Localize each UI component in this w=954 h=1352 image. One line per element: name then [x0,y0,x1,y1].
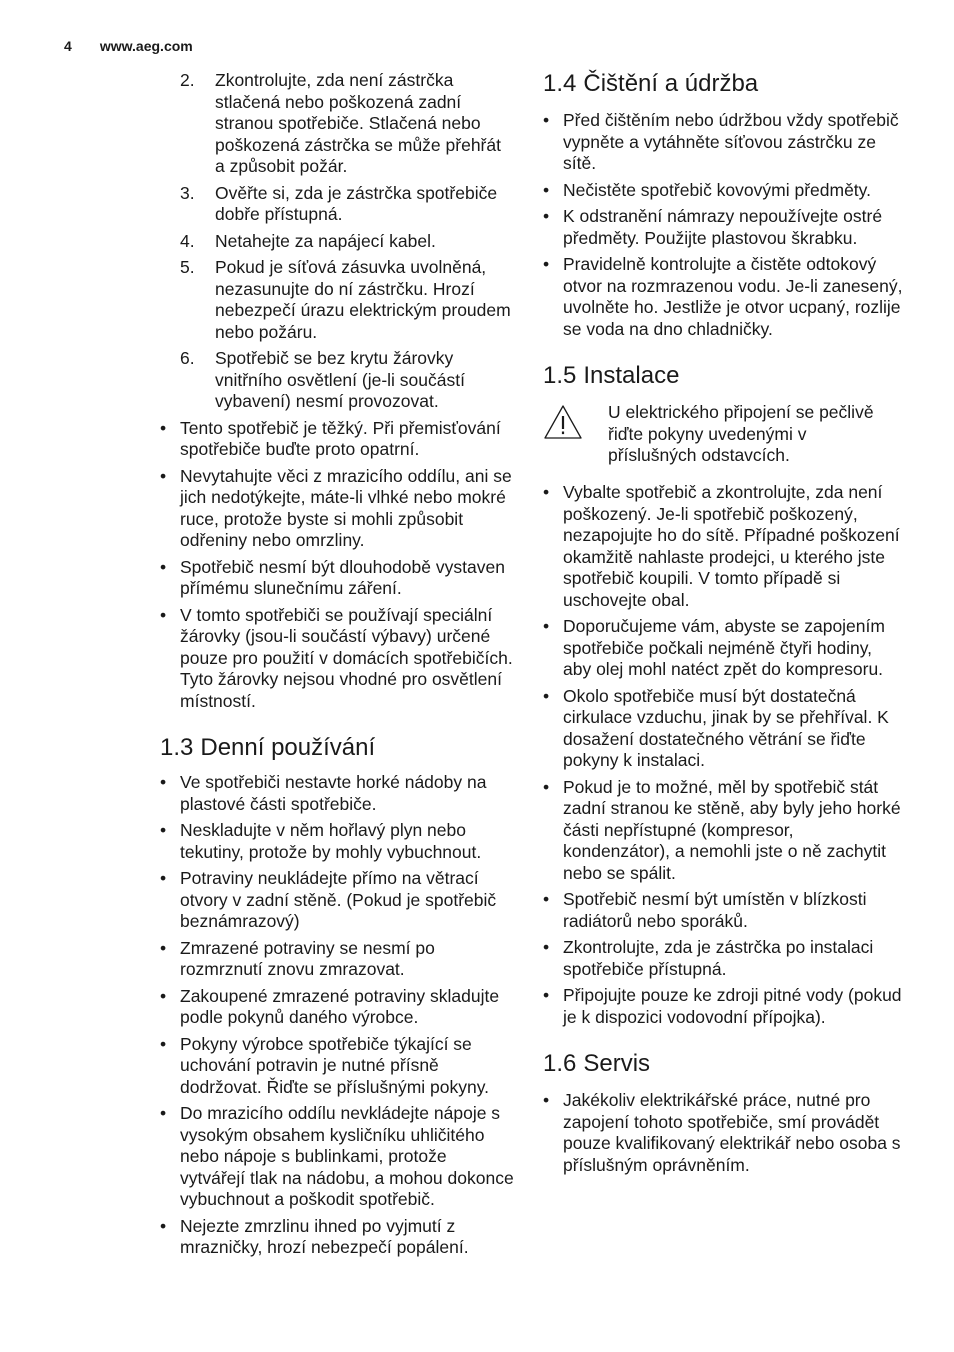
site-url: www.aeg.com [99,38,193,54]
list-item: • Spotřebič nesmí být dlouhodobě vystaven přímému slunečnímu záření. [160,556,505,598]
list-item: • Pokud je to možné, měl by spotřebič stát zadní stranou ke stěně, aby byly jeho horké části nepřístupné (kompresor, kondenzátor), a nemohli jste o ně zachytit nebo se spálit. [543,776,901,883]
section-number: 1.6 [543,1050,577,1077]
list-item: • Potraviny neukládejte přímo na větrací otvory v zadní stěně. (Pokud je spotřebič beznámrazový) [160,868,497,931]
bullet-list [543,482,903,1028]
list-item: • Nejezte zmrzlinu ihned po vyjmutí z mrazničky, hrozí nebezpečí popálení. [160,1215,469,1257]
item-text: Pravidelně kontrolujte a čistěte odtokový otvor na rozmrazenou vodu. Je-li zanesený, uvolněte ho. Jestliže je otvor ucpaný, rozlije se voda na dno chladničky. [563,254,903,339]
item-text: Vybalte spotřebič a zkontrolujte, zda není poškozený. Je-li spotřebič poškozený, nezapojujte ho do sítě. Případné poškození okamžitě nahlaste prodejci, u kterého jste spotřebič koupili. V tomto případě si uschovejte obal. [563,482,900,610]
list-item: • Pravidelně kontrolujte a čistěte odtokový otvor na rozmrazenou vodu. Je-li zanesený, uvolněte ho. Jestliže je otvor ucpaný, rozlije se voda na dno chladničky. [543,254,903,339]
item-text: Ve spotřebiči nestavte horké nádoby na plastové části spotřebiče. [180,772,487,814]
item-text: Jakékoliv elektrikářské práce, nutné pro zapojení tohoto spotřebiče, smí provádět pouze kvalifikovaný elektrikář nebo osoba s příslušným oprávněním. [563,1090,901,1175]
section-title: Denní používání [200,734,376,761]
item-number: 5. [180,257,195,277]
list-item: • K odstranění námrazy nepoužívejte ostré předměty. Použijte plastovou škrabku. [543,206,883,248]
item-text: Potraviny neukládejte přímo na větrací otvory v zadní stěně. (Pokud je spotřebič beznámrazový) [180,868,497,931]
item-text: Spotřebič nesmí být dlouhodobě vystaven přímému slunečnímu záření. [180,556,505,598]
list-item: • Před čištěním nebo údržbou vždy spotřebič vypněte a vytáhněte síťovou zástrčku ze sítě. [543,110,899,173]
list-item: • Okolo spotřebiče musí být dostatečná cirkulace vzduchu, jinak by se přehříval. K dosažení dostatečného větrání se řiďte pokyny k instalaci. [543,685,889,770]
section-number: 1.4 [543,70,577,97]
item-number: 3. [180,182,195,203]
item-text: Tento spotřebič je těžký. Při přemisťování spotřebiče buďte proto opatrní. [180,417,501,459]
list-item: • Připojujte pouze ke zdroji pitné vody (pokud je k dispozici vodovodní přípojka). [543,985,902,1027]
list-item: • Zmrazené potraviny se nesmí po rozmrznutí znovu zmrazovat. [160,937,435,979]
item-text: Ověřte si, zda je zástrčka spotřebiče dobře přístupná. [215,182,498,224]
list-item [160,183,515,226]
item-text: Nevytahujte věci z mrazicího oddílu, ani se jich nedotýkejte, máte-li vlhké nebo mokré ruce, protože byste si mohli způsobit odřeniny nebo omrzliny. [180,465,512,550]
item-number: 2. [180,70,195,90]
item-text: Do mrazicího oddílu nevkládejte nápoje s vysokým obsahem kysličníku uhličitého nebo nápoje s bublinkami, protože vytvářejí tlak na nádobu, a mohou dokonce vybuchnout a poškodit spotřebič. [180,1103,514,1209]
section-heading-daily-use [160,734,515,762]
list-item: • Jakékoliv elektrikářské práce, nutné pro zapojení tohoto spotřebiče, smí provádět pouze kvalifikovaný elektrikář nebo osoba s příslušným oprávněním. [543,1090,901,1175]
item-text: Zkontrolujte, zda je zástrčka po instalaci spotřebiče přístupná. [563,937,874,979]
item-text: Neskladujte v něm hořlavý plyn nebo tekutiny, protože by mohly vybuchnout. [180,820,482,862]
item-text: Zkontrolujte, zda není zástrčka stlačená nebo poškozená zadní stranou spotřebiče. Stlačená nebo poškozená zástrčka se může přehřát a způsobit požár. [215,70,501,176]
page-header [64,38,193,54]
list-item: • Nevytahujte věci z mrazicího oddílu, ani se jich nedotýkejte, máte-li vlhké nebo mokré ruce, protože byste si mohli způsobit odřeniny nebo omrzliny. [160,465,512,550]
item-text: Okolo spotřebiče musí být dostatečná cirkulace vzduchu, jinak by se přehříval. K dosažení dostatečného větrání se řiďte pokyny k instalaci. [563,685,889,770]
list-item [160,231,515,253]
section-heading-installation [543,362,903,390]
item-text: Pokud je to možné, měl by spotřebič stát zadní stranou ke stěně, aby byly jeho horké části nepřístupné (kompresor, kondenzátor), a nemohli jste o ně zachytit nebo se spálit. [563,776,901,883]
left-column [160,70,515,1264]
section-title: Instalace [583,362,680,389]
item-text: Nejezte zmrzlinu ihned po vyjmutí z mrazničky, hrozí nebezpečí popálení. [180,1215,469,1257]
list-item: • Pokyny výrobce spotřebiče týkající se uchování potravin je nutné přísně dodržovat. Řiďte se příslušnými pokyny. [160,1033,490,1097]
warning-text: U elektrického připojení se pečlivě řiďte pokyny uvedenými v příslušných odstavcích. [608,402,874,465]
section-title: Servis [583,1050,651,1077]
item-text: Netahejte za napájecí kabel. [215,230,436,251]
section-heading-service [543,1050,903,1078]
warning-box [543,402,903,482]
item-text: V tomto spotřebiči se používají speciální žárovky (jsou-li součástí výbavy) určené pouze pro použití v domácích spotřebičích. Tyto žárovky nejsou vhodné pro osvětlení místností. [180,604,513,711]
bullet-list [160,772,515,1259]
list-item [160,257,515,343]
warning-icon [543,404,583,440]
list-item: • Doporučujeme vám, abyste se zapojením spotřebiče počkali nejméně čtyři hodiny, aby olej mohl natéct zpět do kompresoru. [543,616,885,679]
list-item: • Tento spotřebič je těžký. Při přemisťování spotřebiče buďte proto opatrní. [160,417,501,459]
item-text: Před čištěním nebo údržbou vždy spotřebič vypněte a vytáhněte síťovou zástrčku ze sítě. [563,110,899,173]
item-text: Připojujte pouze ke zdroji pitné vody (pokud je k dispozici vodovodní přípojka). [563,985,902,1027]
item-text: Pokud je síťová zásuvka uvolněná, nezasunujte do ní zástrčku. Hrozí nebezpečí úrazu elektrickým proudem nebo požáru. [215,257,511,342]
list-item: • Ve spotřebiči nestavte horké nádoby na plastové části spotřebiče. [160,772,487,814]
section-number: 1.3 [160,734,194,761]
item-text: Nečistěte spotřebič kovovými předměty. [563,179,871,200]
list-item: • Do mrazicího oddílu nevkládejte nápoje s vysokým obsahem kysličníku uhličitého nebo nápoje s bublinkami, protože vytvářejí tlak na nádobu, a mohou dokonce vybuchnout a poškodit spotřebič. [160,1103,514,1209]
bullet-list [543,1090,903,1176]
list-item: • Neskladujte v něm hořlavý plyn nebo tekutiny, protože by mohly vybuchnout. [160,820,482,862]
item-number: 4. [180,230,195,251]
section-number: 1.5 [543,362,577,389]
list-item: • Zkontrolujte, zda je zástrčka po instalaci spotřebiče přístupná. [543,937,874,979]
item-text: Spotřebič nesmí být umístěn v blízkosti radiátorů nebo sporáků. [563,889,867,931]
list-item: • Spotřebič nesmí být umístěn v blízkosti radiátorů nebo sporáků. [543,889,867,931]
section-title: Čištění a údržba [583,70,759,97]
list-item: • Vybalte spotřebič a zkontrolujte, zda není poškozený. Je-li spotřebič poškozený, nezapojujte ho do sítě. Případné poškození okamžitě nahlaste prodejci, u kterého jste spotřebič koupili. V tomto případě si uschovejte obal. [543,482,900,610]
page-number: 4 [64,38,72,54]
item-number: 6. [180,348,195,368]
list-item: • Zakoupené zmrazené potraviny skladujte podle pokynů daného výrobce. [160,985,500,1027]
item-text: Zakoupené zmrazené potraviny skladujte podle pokynů daného výrobce. [180,985,500,1027]
numbered-list [160,70,515,413]
item-text: K odstranění námrazy nepoužívejte ostré předměty. Použijte plastovou škrabku. [563,206,883,248]
list-item: • Nečistěte spotřebič kovovými předměty. [543,179,871,200]
list-item [160,348,515,413]
section-heading-cleaning [543,70,903,98]
list-item [160,70,515,178]
bullet-list [543,110,903,340]
item-text: Pokyny výrobce spotřebiče týkající se uchování potravin je nutné přísně dodržovat. Řiďte se příslušnými pokyny. [180,1033,490,1097]
item-text: Zmrazené potraviny se nesmí po rozmrznutí znovu zmrazovat. [180,937,435,979]
list-item: • V tomto spotřebiči se používají speciální žárovky (jsou-li součástí výbavy) určené pouze pro použití v domácích spotřebičích. Tyto žárovky nejsou vhodné pro osvětlení místností. [160,604,513,711]
right-column [543,70,903,1181]
bullet-list [160,418,515,713]
item-text: Doporučujeme vám, abyste se zapojením spotřebiče počkali nejméně čtyři hodiny, aby olej mohl natéct zpět do kompresoru. [563,616,885,679]
item-text: Spotřebič se bez krytu žárovky vnitřního osvětlení (je-li součástí vybavení) nesmí provozovat. [215,348,465,411]
